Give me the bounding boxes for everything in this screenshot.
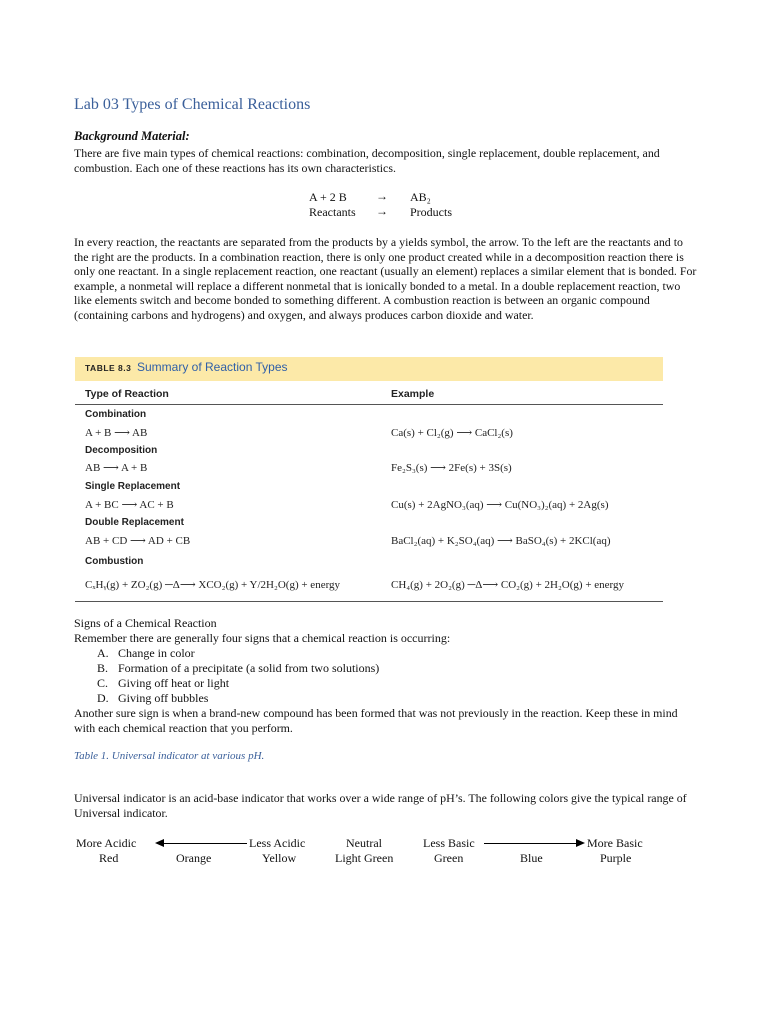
background-heading: Background Material: — [74, 129, 190, 143]
table-title: Summary of Reaction Types — [137, 360, 288, 374]
row-general-decomposition: AB ⟶ A + B — [85, 462, 148, 474]
indicator-description: Universal indicator is an acid-base indicator that works over a wide range of pH’s. The following colors give the typical range of Universal indicator. — [74, 791, 687, 820]
equation-right: AB₂ — [410, 190, 431, 204]
color-orange: Orange — [176, 851, 212, 865]
list-item-text: Formation of a precipitate (a solid from two solutions) — [118, 661, 380, 675]
color-blue: Blue — [520, 851, 543, 865]
signs-closing: Another sure sign is when a brand-new compound has been formed that was not previously in the reaction. Keep these in mind with each chemical reaction that you perform. — [74, 706, 678, 735]
row-general-combustion: CₓHᵧ(g) + ZO₂(g) ─Δ⟶ XCO₂(g) + Y/2H₂O(g) + energy — [85, 579, 341, 591]
table-label: TABLE 8.3 — [85, 363, 132, 373]
arrow-right-icon — [576, 839, 585, 847]
row-type-double-replacement: Double Replacement — [85, 517, 184, 528]
basic-arrow-line — [484, 843, 576, 844]
signs-heading: Signs of a Chemical Reaction — [74, 616, 217, 630]
list-item-label: A. — [97, 646, 109, 660]
more-acidic-label: More Acidic — [76, 836, 137, 850]
background-paragraph: In every reaction, the reactants are separated from the products by a yields symbol, the arrow. To the left are the reactants and to the right are the products. In a combination reaction, there is only one product created while in a decomposition reaction there is only one reactant. In a single replacement reaction, one reactant (usually an element) replaces a similar element that is bonded. For example, a nonmetal will replace a different nonmetal that is ionically bonded to a metal. In a double replacement reaction, two like elements switch and become bonded to something different. A combustion reaction is between an organic compound (containing carbons and hydrogens) and oxygen, and always produces carbon dioxide and water. — [74, 235, 697, 322]
list-item — [97, 646, 195, 661]
color-green: Green — [434, 851, 464, 865]
list-item-label: D. — [97, 691, 109, 705]
list-item — [97, 691, 208, 706]
row-example-single-replacement: Cu(s) + 2AgNO₃(aq) ⟶ Cu(NO₃)₂(aq) + 2Ag(s) — [391, 499, 609, 511]
equation-left: A + 2 B — [309, 190, 347, 204]
table-rule-bottom — [75, 601, 663, 602]
color-red: Red — [99, 851, 119, 865]
reaction-types-table — [75, 357, 663, 604]
page-title: Lab 03 Types of Chemical Reactions — [74, 96, 311, 113]
equation-arrow-2: → — [376, 204, 388, 218]
row-general-double-replacement: AB + CD ⟶ AD + CB — [85, 535, 191, 547]
column-header-type: Type of Reaction — [85, 388, 169, 400]
row-type-combination: Combination — [85, 409, 147, 420]
row-type-single-replacement: Single Replacement — [85, 481, 181, 492]
row-general-single-replacement: A + BC ⟶ AC + B — [85, 499, 174, 511]
list-item-label: C. — [97, 676, 109, 690]
row-general-combination: A + B ⟶ AB — [85, 427, 148, 439]
table-rule-top — [75, 404, 663, 405]
more-basic-label: More Basic — [587, 836, 643, 850]
row-type-decomposition: Decomposition — [85, 445, 158, 456]
row-type-combustion: Combustion — [85, 556, 144, 567]
reactants-label: Reactants — [309, 205, 356, 219]
neutral-label: Neutral — [346, 836, 382, 850]
row-example-decomposition: Fe₂S₃(s) ⟶ 2Fe(s) + 3S(s) — [391, 462, 512, 474]
list-item — [97, 661, 379, 676]
background-intro: There are five main types of chemical reactions: combination, decomposition, single replacement, double replacement, and combustion. Each one of these reactions has its own characteristics. — [74, 146, 660, 175]
equation-arrow: → — [376, 189, 388, 203]
list-item-text: Giving off heat or light — [118, 676, 230, 690]
less-basic-label: Less Basic — [423, 836, 475, 850]
color-yellow: Yellow — [262, 851, 297, 865]
acidic-arrow-line — [162, 843, 247, 844]
column-header-example: Example — [391, 388, 435, 400]
row-example-combination: Ca(s) + Cl₂(g) ⟶ CaCl₂(s) — [391, 427, 513, 439]
table-1-caption: Table 1. Universal indicator at various pH. — [74, 750, 265, 762]
signs-intro: Remember there are generally four signs that a chemical reaction is occurring: — [74, 631, 451, 645]
table-header-band — [75, 357, 663, 381]
color-purple: Purple — [600, 851, 632, 865]
list-item — [97, 676, 229, 691]
list-item-text: Change in color — [118, 646, 195, 660]
row-example-double-replacement: BaCl₂(aq) + K₂SO₄(aq) ⟶ BaSO₄(s) + 2KCl(aq) — [391, 535, 611, 547]
color-light-green: Light Green — [335, 851, 394, 865]
list-item-text: Giving off bubbles — [118, 691, 209, 705]
row-example-combustion: CH₄(g) + 2O₂(g) ─Δ⟶ CO₂(g) + 2H₂O(g) + energy — [391, 579, 625, 591]
products-label: Products — [410, 205, 452, 219]
less-acidic-label: Less Acidic — [249, 836, 306, 850]
list-item-label: B. — [97, 661, 109, 675]
